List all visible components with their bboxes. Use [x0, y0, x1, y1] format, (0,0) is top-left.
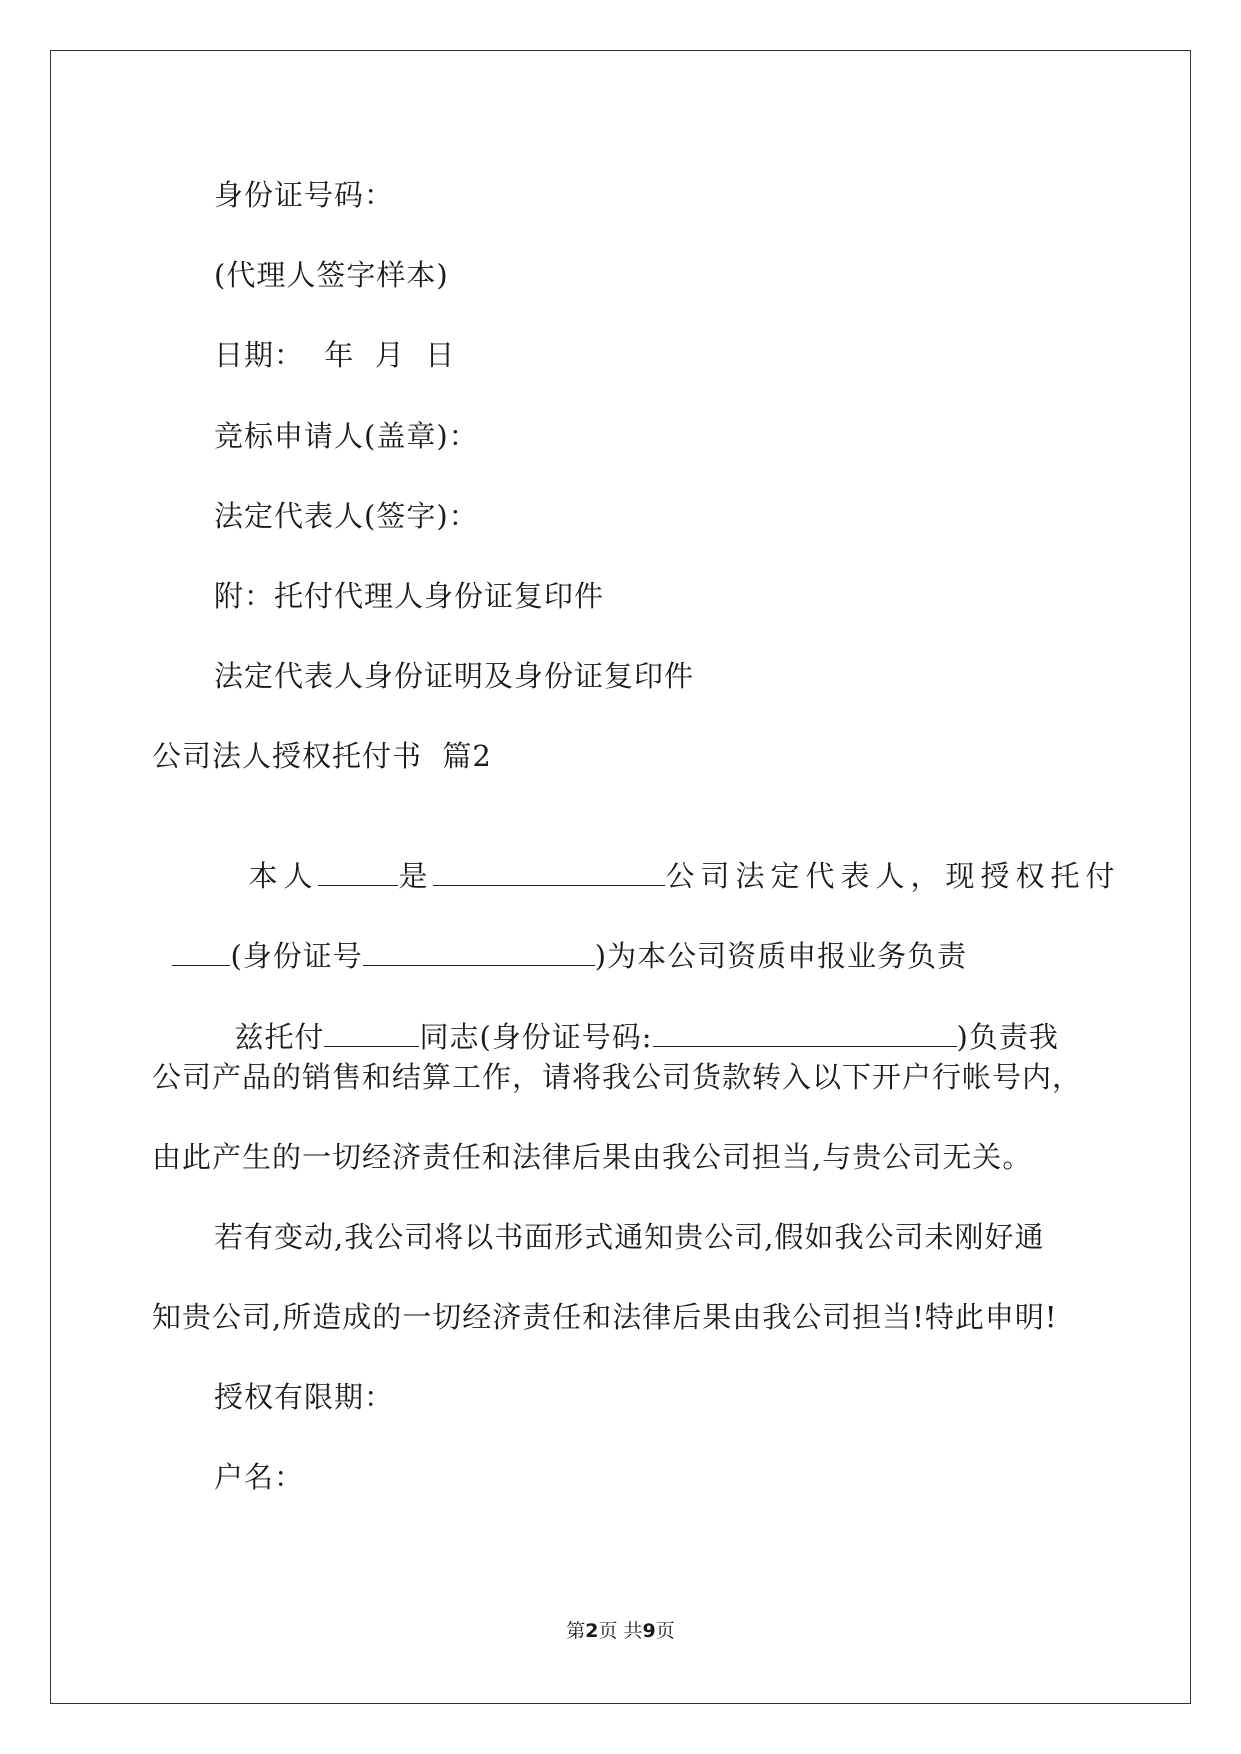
account-name-label: 户名：	[214, 1460, 305, 1494]
attachment-line: 附：托付代理人身份证复印件	[214, 579, 605, 613]
legal-rep-sign-line: 法定代表人(签字)：	[214, 499, 479, 533]
attachment-line-2: 法定代表人身份证明及身份证复印件	[214, 659, 695, 693]
text-fragment: )为本公司资质申报业务负责	[594, 939, 968, 973]
fill-blank	[318, 857, 398, 886]
text-fragment: 同志(身份证号码:	[419, 1020, 653, 1054]
paragraph-1-line-2	[152, 896, 967, 976]
text-fragment: 公司法定代表人，现授权托付	[665, 859, 1121, 893]
text-fragment: )负责我	[956, 1020, 1059, 1054]
paragraph-2-line-3: 由此产生的一切经济责任和法律后果由我公司担当,与贵公司无关。	[152, 1140, 1033, 1174]
paragraph-2-line-1	[214, 977, 1059, 1057]
text-fragment: (身份证号	[230, 939, 363, 973]
id-number-label: 身份证号码：	[214, 178, 395, 212]
page-prefix: 第	[566, 1620, 586, 1642]
fill-blank	[172, 937, 230, 966]
fill-blank	[653, 1018, 957, 1047]
page-footer	[0, 1617, 1241, 1645]
fill-blank	[363, 937, 595, 966]
page-separator: 页 共	[598, 1620, 643, 1642]
fill-blank	[324, 1018, 419, 1047]
text-fragment: 本人	[248, 859, 319, 893]
applicant-seal-line: 竞标申请人(盖章)：	[214, 419, 479, 453]
agent-signature-sample: (代理人签字样本)	[214, 258, 449, 292]
text-fragment: 兹托付	[234, 1020, 325, 1054]
paragraph-2-line-2: 公司产品的销售和结算工作，请将我公司货款转入以下开户行帐号内，	[152, 1060, 1083, 1094]
paragraph-3-line-2: 知贵公司,所造成的一切经济责任和法律后果由我公司担当!特此申明!	[152, 1300, 1058, 1334]
paragraph-3-line-1: 若有变动,我公司将以书面形式通知贵公司,假如我公司未刚好通	[214, 1220, 1045, 1254]
total-page-number: 9	[642, 1620, 656, 1642]
text-fragment: 是	[398, 859, 434, 893]
validity-period-label: 授权有限期：	[214, 1380, 395, 1414]
paragraph-1-line-1	[218, 816, 1120, 896]
current-page-number: 2	[585, 1620, 599, 1642]
page-suffix: 页	[655, 1620, 675, 1642]
section-heading: 公司法人授权托付书 篇2	[152, 739, 492, 773]
date-line: 日期： 年 月 日	[214, 338, 456, 372]
fill-blank	[433, 857, 665, 886]
